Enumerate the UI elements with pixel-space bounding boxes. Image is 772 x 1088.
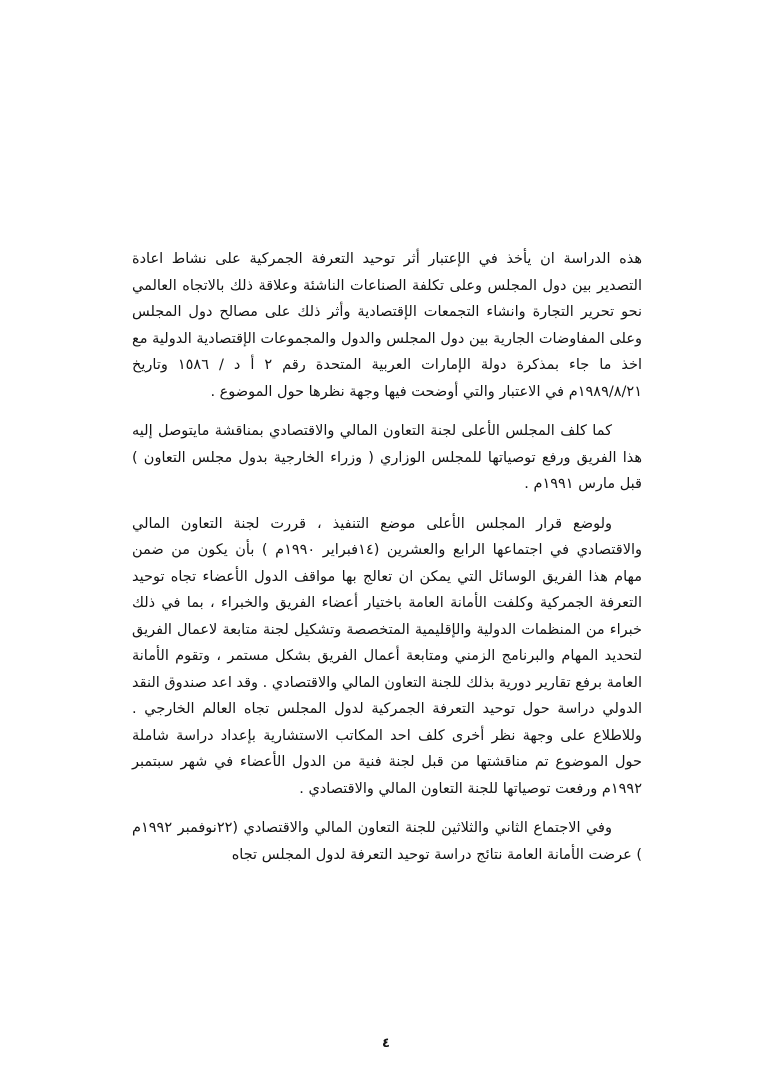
paragraph-1: هذه الدراسة ان يأخذ في الإعتبار أثر توحيد التعرفة الجمركية على نشاط اعادة التصدير بين دول المجلس وعلى تكلفة الصناعات الناشئة وعلاقة ذلك بالاتجاه العالمي نحو تحرير التجارة وانشاء التجمعات الإقتصادية وأثر ذلك على مصالح دول المجلس وعلى المفاوضات الجارية بين دول المجلس والدول والمجموعات الإقتصادية الدولية مع اخذ ما جاء بمذكرة دولة الإمارات العربية المتحدة رقم ٢ أ د / ١٥٨٦ وتاريخ ١٩٨٩/٨/٢١م في الاعتبار والتي أوضحت فيها وجهة نظرها حول الموضوع .: [132, 251, 643, 400]
paragraph-3: ولوضع قرار المجلس الأعلى موضع التنفيذ ، قررت لجنة التعاون المالي والاقتصادي في اجتماعها الرابع والعشرين (١٤فبراير ١٩٩٠م ) بأن يكون من ضمن مهام هذا الفريق الوسائل التي يمكن ان تعالج بها مواقف الدول الأعضاء تجاه توحيد التعرفة الجمركية وكلفت الأمانة العامة باختيار أعضاء الفريق والخبراء ، بما في ذلك خبراء من المنظمات الدولية والإقليمية المتخصصة وتشكيل لجنة متابعة لاعمال الفريق لتحديد المهام والبرنامج الزمني ومتابعة أعمال الفريق بشكل مستمر ، وتقوم الأمانة العامة برفع تقارير دورية بذلك للجنة التعاون المالي والاقتصادي . وقد اعد صندوق النقد الدولي دراسة حول توحيد التعرفة الجمركية لدول المجلس تجاه العالم الخارجي . وللاطلاع على وجهة نظر أخرى كلف احد المكاتب الاستشارية بإعداد دراسة شاملة حول الموضوع تم مناقشتها من قبل لجنة فنية من الدول الأعضاء في شهر سبتمبر ١٩٩٢م ورفعت توصياتها للجنة التعاون المالي والاقتصادي .: [132, 515, 642, 797]
text-block: [132, 246, 642, 881]
paragraph-2: كما كلف المجلس الأعلى لجنة التعاون المالي والاقتصادي بمناقشة مايتوصل إليه هذا الفريق ورفع توصياتها للمجلس الوزاري ( وزراء الخارجية بدول مجلس التعاون ) قبل مارس ١٩٩١م .: [132, 423, 642, 492]
page-number: ٤: [382, 1036, 390, 1051]
paragraph-4: وفي الاجتماع الثاني والثلاثين للجنة التعاون المالي والاقتصادي (٢٢نوفمبر ١٩٩٢م ) عرضت الأمانة العامة نتائج دراسة توحيد التعرفة لدول المجلس تجاه: [132, 820, 642, 863]
